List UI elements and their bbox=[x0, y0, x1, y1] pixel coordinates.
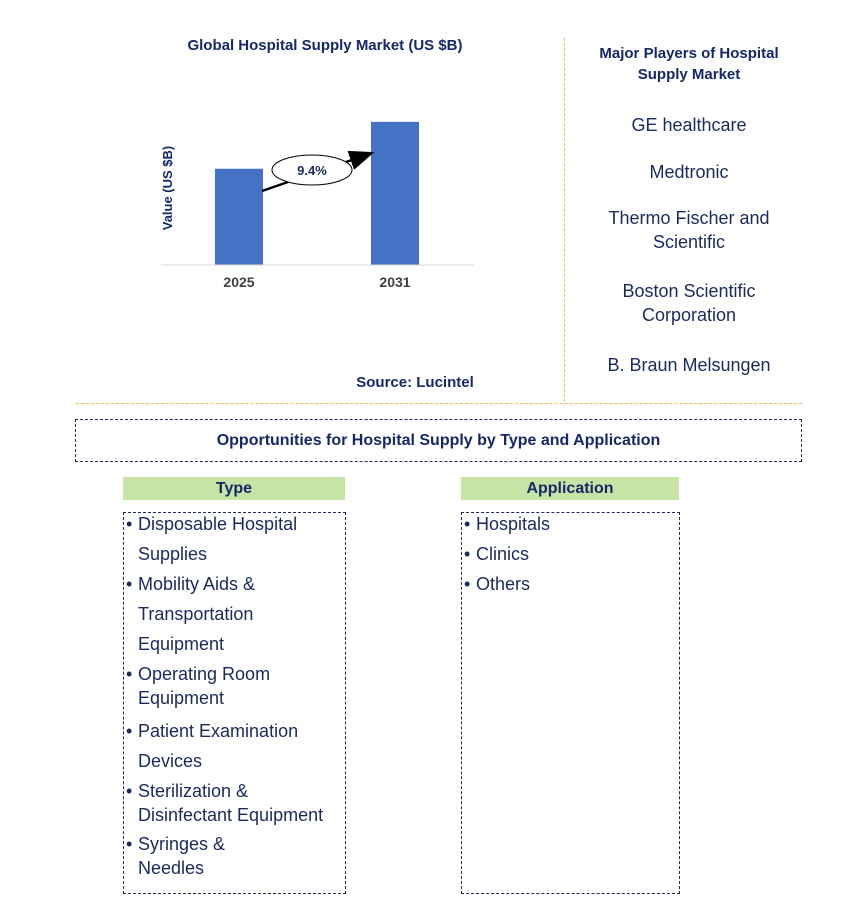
list-item-text: Supplies bbox=[138, 544, 208, 564]
list-item bbox=[126, 805, 323, 826]
list-item-text: Sterilization & bbox=[138, 781, 249, 801]
source-note: Source: Lucintel bbox=[356, 374, 474, 391]
list-item bbox=[464, 514, 550, 535]
player-item bbox=[578, 279, 800, 327]
list-item bbox=[126, 834, 225, 855]
bullet: • bbox=[126, 664, 133, 684]
player-name-line: Corporation bbox=[641, 305, 737, 325]
players-title: Major Players of Hospital Supply Market bbox=[599, 45, 779, 83]
player-name-line: Thermo Fischer and bbox=[608, 208, 770, 228]
bullet: • bbox=[464, 544, 471, 564]
bullet: • bbox=[126, 834, 133, 854]
list-item bbox=[126, 781, 248, 802]
cagr-label: 9.4% bbox=[297, 163, 327, 178]
opportunities-title: Opportunities for Hospital Supply by Type and Application bbox=[75, 419, 802, 462]
player-item bbox=[578, 113, 800, 137]
bar-2025 bbox=[215, 169, 263, 265]
list-item-text: Syringes & bbox=[138, 834, 226, 854]
list-item-text: Clinics bbox=[476, 544, 530, 564]
bar-chart bbox=[0, 0, 560, 400]
list-item bbox=[126, 604, 253, 625]
list-item bbox=[126, 574, 255, 595]
list-item-text: Equipment bbox=[138, 688, 225, 708]
list-item-text: Operating Room bbox=[138, 664, 271, 684]
list-item-text: Needles bbox=[138, 858, 205, 878]
list-item-text: Transportation bbox=[138, 604, 254, 624]
bullet: • bbox=[126, 781, 133, 801]
player-name-line: Scientific bbox=[652, 232, 726, 252]
application-header: Application bbox=[461, 477, 679, 500]
player-item bbox=[578, 160, 800, 184]
player-name-line: Boston Scientific bbox=[622, 281, 756, 301]
list-item-text: Hospitals bbox=[476, 514, 551, 534]
x-tick-label-2031: 2031 bbox=[379, 274, 411, 290]
player-name-line: Medtronic bbox=[649, 162, 729, 182]
list-item-text: Patient Examination bbox=[138, 721, 299, 741]
list-item-text: Mobility Aids & bbox=[138, 574, 256, 594]
list-item bbox=[126, 514, 297, 535]
list-item bbox=[126, 634, 224, 655]
list-item-text: Disposable Hospital bbox=[138, 514, 298, 534]
list-item bbox=[126, 858, 204, 879]
application-box bbox=[461, 512, 680, 894]
list-item bbox=[126, 751, 202, 772]
x-tick-label-2025: 2025 bbox=[223, 274, 255, 290]
type-header: Type bbox=[123, 477, 345, 500]
horizontal-divider bbox=[76, 403, 802, 404]
player-item bbox=[578, 353, 800, 377]
list-item-text: Others bbox=[476, 574, 531, 594]
list-item bbox=[126, 544, 207, 565]
bullet: • bbox=[126, 721, 133, 741]
list-item bbox=[464, 574, 530, 595]
chart-title: Global Hospital Supply Market (US $B) bbox=[187, 37, 463, 54]
list-item bbox=[126, 688, 224, 709]
bullet: • bbox=[464, 574, 471, 594]
player-item bbox=[578, 206, 800, 254]
list-item-text: Equipment bbox=[138, 634, 225, 654]
list-item-text: Devices bbox=[138, 751, 203, 771]
list-item-text: Disinfectant Equipment bbox=[138, 805, 324, 825]
vertical-divider bbox=[564, 38, 565, 402]
list-item bbox=[464, 544, 529, 565]
bullet: • bbox=[464, 514, 471, 534]
bullet: • bbox=[126, 574, 133, 594]
list-item bbox=[126, 664, 270, 685]
bullet: • bbox=[126, 514, 133, 534]
list-item bbox=[126, 721, 298, 742]
player-name-line: GE healthcare bbox=[631, 115, 747, 135]
bar-2031 bbox=[371, 122, 419, 265]
y-axis-label: Value (US $B) bbox=[160, 145, 175, 231]
player-name-line: B. Braun Melsungen bbox=[607, 355, 771, 375]
